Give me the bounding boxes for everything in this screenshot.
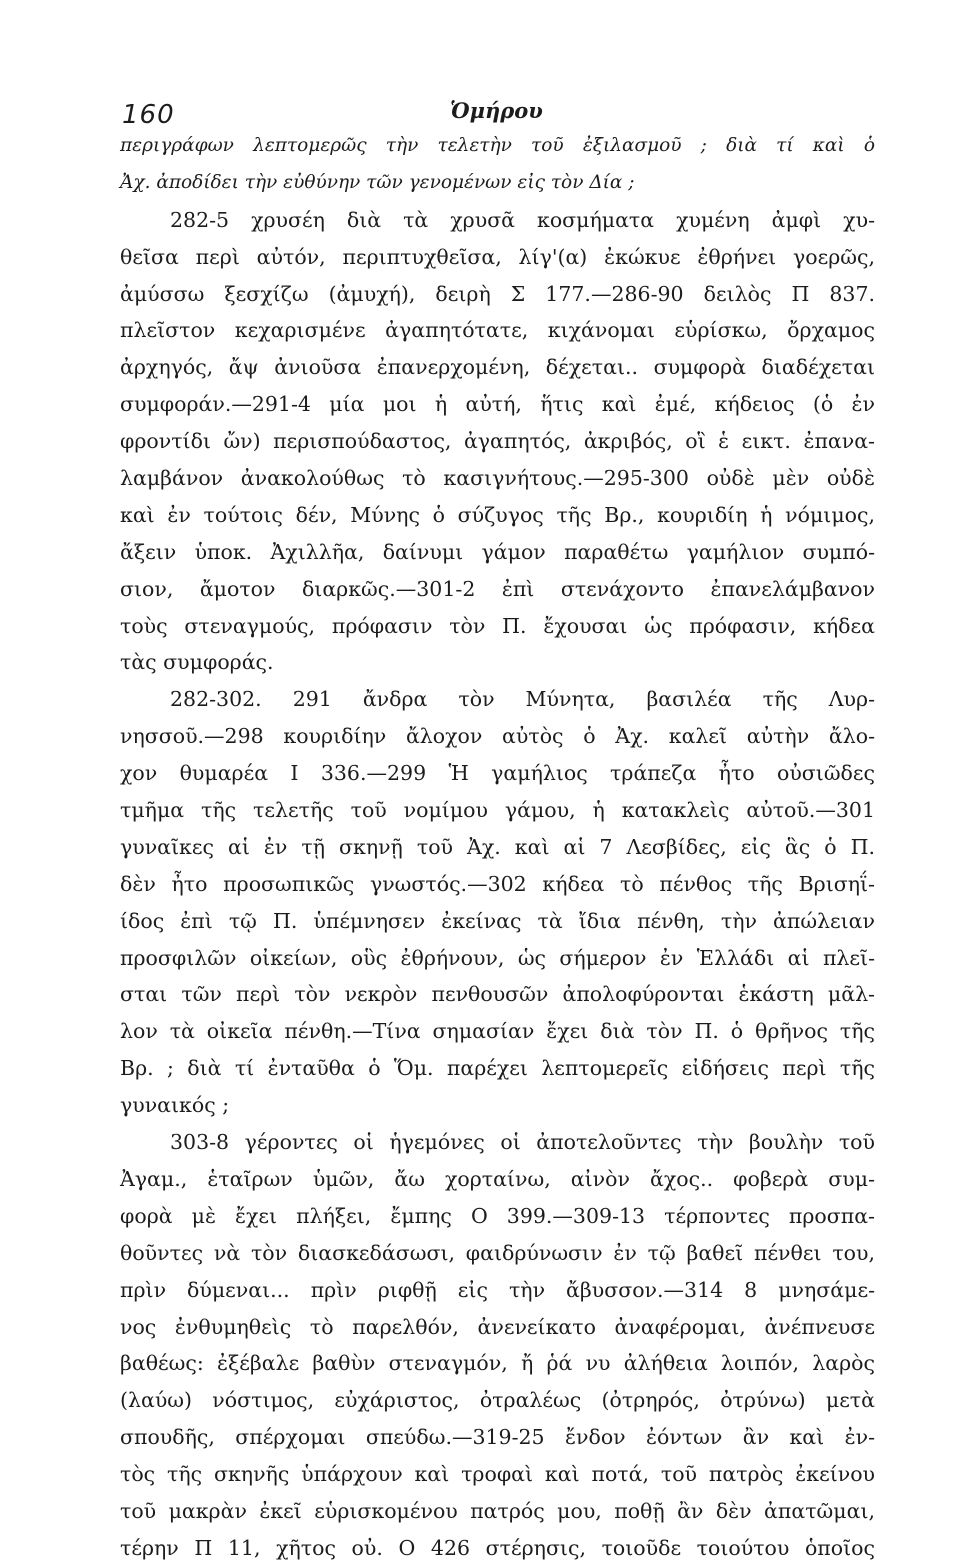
text-line: τέρην Π 11, χῆτος οὐ. Ο 426 στέρησις, τοιοῦδε τοιούτου ὁποῖος — [120, 1535, 875, 1560]
page-number: 160 — [122, 100, 175, 130]
text-line: πρὶν δύμεναι... πρὶν ριφθῇ εἰς τὴν ἄβυσσον.—314 8 μνησάμε- — [120, 1277, 875, 1302]
text-line: περιγράφων λεπτομερῶς τὴν τελετὴν τοῦ ἐξιλασμοῦ ; διὰ τί καὶ ὁ — [120, 135, 875, 156]
text-line: νησσοῦ.—298 κουριδίην ἄλοχον αὐτὸς ὁ Ἀχ. καλεῖ αὐτὴν ἄλο- — [120, 724, 875, 749]
text-line: χον θυμαρέα Ι 336.—299 Ἡ γαμήλιος τράπεζα ἦτο οὐσιῶδες — [120, 761, 875, 786]
text-line: λαμβάνον ἀνακολούθως τὸ κασιγνήτους.—295-300 οὐδὲ μὲν οὐδὲ — [120, 466, 875, 491]
text-line: φροντίδι ὤν) περισπούδαστος, ἀγαπητός, ἀκριβός, οἳ ἑ εικτ. ἐπανα- — [120, 429, 875, 454]
text-line: 282-302. 291 ἄνδρα τὸν Μύνητα, βασιλέα τῆς Λυρ- — [170, 687, 875, 712]
text-line: Ἀγαμ., ἑταῖρων ὑμῶν, ἄω χορταίνω, αἰνὸν ἄχος.. φοβερὰ συμ- — [120, 1166, 875, 1191]
text-line: σιον, ἄμοτον διαρκῶς.—301-2 ἐπὶ στενάχοντο ἐπανελάμβανον — [120, 576, 875, 601]
text-line: τοῦ μακρὰν ἐκεῖ εὑρισκομένου πατρός μου, ποθῇ ἂν δὲν ἀπατῶμαι, — [120, 1498, 875, 1523]
text-line: τοὺς στεναγμούς, πρόφασιν τὸν Π. ἔχουσαι ὡς πρόφασιν, κήδεα — [120, 613, 875, 638]
text-line: ἀμύσσω ξεσχίζω (ἀμυχή), δειρὴ Σ 177.—286-90 δειλὸς Π 837. — [120, 281, 875, 306]
text-line: 303-8 γέροντες οἱ ἡγεμόνες οἱ ἀποτελοῦντες τὴν βουλὴν τοῦ — [170, 1130, 875, 1155]
text-line: καὶ ἐν τούτοις δέν, Μύνης ὁ σύζυγος τῆς Βρ., κουριδίη ἡ νόμιμος, — [120, 502, 875, 527]
text-line: δὲν ἦτο προσωπικῶς γνωστός.—302 κήδεα τὸ πένθος τῆς Βρισηΐ- — [120, 871, 875, 896]
text-line: (λαύω) νόστιμος, εὐχάριστος, ὀτραλέως (ὀτρηρός, ὀτρύνω) μετὰ — [120, 1388, 875, 1413]
text-line: τὰς συμφοράς. — [120, 650, 274, 675]
text-line: συμφοράν.—291-4 μία μοι ἡ αὐτή, ἥτις καὶ ἐμέ, κήδειος (ὁ ἐν — [120, 392, 875, 417]
text-line: ἀρχηγός, ἄψ ἀνιοῦσα ἐπανερχομένη, δέχεται.. συμφορὰ διαδέχεται — [120, 355, 875, 380]
text-line: θεῖσα περὶ αὐτόν, περιπτυχθεῖσα, λίγ'(α) ἐκώκυε ἐθρήνει γοερῶς, — [120, 244, 875, 269]
text-line: νος ἐνθυμηθεὶς τὸ παρελθόν, ἀνενείκατο ἀναφέρομαι, ἀνέπνευσε — [120, 1314, 875, 1339]
text-line: ἄξειν ὑποκ. Ἀχιλλῆα, δαίνυμι γάμον παραθέτω γαμήλιον συμπό- — [120, 539, 875, 564]
text-line: σται τῶν περὶ τὸν νεκρὸν πενθουσῶν ἀπολοφύρονται ἑκάστη μᾶλ- — [120, 982, 875, 1007]
text-line: θοῦντες νὰ τὸν διασκεδάσωσι, φαιδρύνωσιν ἐν τῷ βαθεῖ πένθει του, — [120, 1240, 875, 1265]
text-line: τμῆμα τῆς τελετῆς τοῦ νομίμου γάμου, ἡ κατακλεὶς αὐτοῦ.—301 — [120, 798, 875, 823]
text-line: λον τὰ οἰκεῖα πένθη.—Τίνα σημασίαν ἔχει διὰ τὸν Π. ὁ θρῆνος τῆς — [120, 1019, 875, 1044]
text-line: Ἀχ. ἀποδίδει τὴν εὐθύνην τῶν γενομένων εἰς τὸν Δία ; — [120, 171, 635, 193]
text-line: 282-5 χρυσέη διὰ τὰ χρυσᾶ κοσμήματα χυμένη ἀμφὶ χυ- — [170, 207, 875, 232]
text-line: σπουδῆς, σπέρχομαι σπεύδω.—319-25 ἔνδον ἐόντων ἂν καὶ ἐν- — [120, 1425, 875, 1450]
text-line: γυναῖκες αἱ ἐν τῇ σκηνῇ τοῦ Ἀχ. καὶ αἱ 7 Λεσβίδες, εἰς ἃς ὁ Π. — [120, 834, 875, 859]
commentary-text — [120, 128, 875, 1567]
text-line: προσφιλῶν οἰκείων, οὓς ἐθρήνουν, ὡς σήμερον ἐν Ἑλλάδι αἱ πλεῖ- — [120, 945, 875, 970]
text-line: φορὰ μὲ ἔχει πλήξει, ἔμπης Ο 399.—309-13 τέρποντες προσπα- — [120, 1203, 875, 1228]
text-line: Βρ. ; διὰ τί ἐνταῦθα ὁ Ὅμ. παρέχει λεπτομερεῖς εἰδήσεις περὶ τῆς — [120, 1056, 875, 1081]
text-line: ίδος ἐπὶ τῷ Π. ὑπέμνησεν ἐκείνας τὰ ἴδια πένθη, τὴν ἀπώλειαν — [120, 908, 875, 933]
running-head: Ὁμήρου — [450, 98, 543, 123]
text-line: πλεῖστον κεχαρισμένε ἀγαπητότατε, κιχάνομαι εὑρίσκω, ὄρχαμος — [120, 318, 875, 343]
text-line: βαθέως: ἐξέβαλε βαθὺν στεναγμόν, ἤ ῥά νυ ἀλήθεια λοιπόν, λαρὸς — [120, 1351, 875, 1376]
text-line: τὸς τῆς σκηνῆς ὑπάρχουν καὶ τροφαὶ καὶ ποτά, τοῦ πατρὸς ἐκείνου — [120, 1462, 875, 1487]
text-line: γυναικός ; — [120, 1093, 230, 1118]
